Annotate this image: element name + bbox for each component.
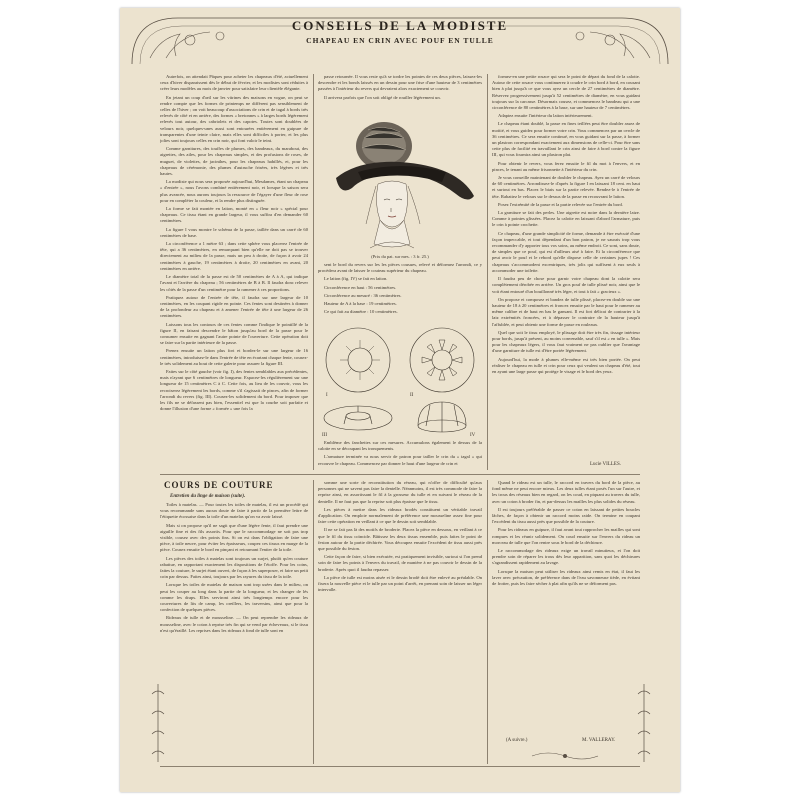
paragraph: Le raccommodage des rideaux exige un travail minutieux, et l'on doit prendre soin de réparer les trous dès leur apparition, sans quoi les déchirures s'agrandissent rapidement au lavage. xyxy=(492,548,640,566)
paragraph: Laissons tous les contours de ces fentes comme l'indique le pointillé de la figure II, en faisant descendre le bâton jusqu'au bord de la passe pour le consumer ensuite en gagnant l'autre pointe de l'ouverture. Cette opération doit se faire sur la partie intérieure de la passe. xyxy=(160,321,308,346)
couture-title: COURS DE COUTURE xyxy=(164,480,274,490)
paragraph: Ce qui fait au diamètre : 10 centimètres. xyxy=(324,309,398,315)
hat-caption: (Prix du pat. sur mes. : 3 fr. 25.) xyxy=(371,254,429,259)
corner-ornament-left xyxy=(150,684,166,764)
figure-label: II xyxy=(410,393,414,398)
paragraph: Adaptez ensuite l'intérieur du laiton intérieurement. xyxy=(498,113,593,119)
column-divider xyxy=(487,480,488,764)
paragraph: Il faudra peu de chose pour garnir votre chapeau dont la calotte sera complètement dérobée en arrière. Un gros pouf de tulle plissé noir, ainsi que le voit étant entouré d'un bouillonné très léger, et tout à fait « gracieux ». xyxy=(492,276,640,294)
bottom-rule xyxy=(160,766,640,767)
paragraph: Lorsque les toiles de matelas de maison sont trop usées dans le milieu, on peut les couper au long dans la partie de la longueur, et les changer de lés comme les draps. Elles serviront ainsi très longtemps encore pour les couvertures de lits de camp, les oreillers, les traversins, ainsi que pour la confection de quelques pièces. xyxy=(160,582,308,613)
column-divider xyxy=(313,74,314,470)
conseils-column-3 xyxy=(492,74,640,460)
paragraph: La forme se fait montée en laiton, monté en « fleur noir » spécial pour chapeaux. Ce tissu étant en grande largeur, il vous suffira d'en demander 60 centimètres. xyxy=(160,206,308,224)
paragraph: Lorsque la maison peut utiliser les rideaux ainsi remis en état, il faut les laver avec précaution, de préférence dans de l'eau savonneuse tiède, en évitant de frotter, puis les faire sécher à plat afin qu'ils ne se déforment pas. xyxy=(492,568,640,587)
paragraph: Je vous conseille maintenant de doubler le chapeau. Ayez un carré de velours de 60 centimètres. Arrondissez-le d'après la figure I en laissant 18 cent. en haut et surtout en bas. Placez le biais sur la partie relevée. Rendez-le à l'entrée de tête. Rabattez le velours sur le dessus de la passe en recouvrant le laiton. xyxy=(492,175,640,199)
paragraph: sent le bord du revers sur les les pièces cousues, relevé et déformez l'arrondi, ce y procèdera avant de laisser le couteau supérieur du chapeau. xyxy=(318,262,482,274)
paragraph: L'armature terminée va nous servir de patron pour tailler le crin du « tagal » qui recouvre le chapeau. Commencez par donner le haut d'une largeur de crin et xyxy=(318,454,482,466)
paragraph: Pour les rideaux en guipure, il faut avant tout rapprocher les mailles qui sont rompues et les réunir solidement. On coud ensuite sur l'envers du rideau un morceau de tulle que l'on rentre sous le bord de la déchirure. xyxy=(492,527,640,545)
conseils-column-2-bottom xyxy=(318,440,482,470)
pattern-figures xyxy=(318,326,482,440)
paragraph: La modiste qui nous sera proposée aujourd'hui, Mesdames, étant un chapeau « d'entrée », nous l'avons combiné entièrement noir, et lorsque la saison sera plus avancée, nous aurons toujours la ressource de l'égayer d'une fleur de rose pour en compléter la couleur, et la rendre plus distinguée. xyxy=(160,179,308,203)
couture-signature: M. VALLERAY. xyxy=(582,738,616,743)
paragraph: Les pièces des toiles à matelas sont toujours un surjet, plutôt qu'en couture rabattue, en rapportant exactement les dispositions de l'étoffe. Pour les coins, faites la couture, le surjet étant ouvert, de façon à les superposer, et faire un petit coin par dessus. Faites ainsi, toujours par les rayures du tissu de la toile. xyxy=(160,555,308,580)
paragraph: Comme garnitures, des touffes de plumes, des bandeaux, du marabout, des aigrettes, des ailes, pour les chapeaux simples, et des profusions de roses, de muguet, de violettes, de jacinthes, pour les chapeaux habillés, et, pour les chapeaux de cérémonie, des plumes d'autruche frisées, très légères et très hautes. xyxy=(160,146,308,177)
paragraph: Il est toujours préférable de passer ce coton en laissant de petites boucles lâches, de façon à obtenir un raccord moins raide. On termine en coupant l'excédent du tissu aussi près que possible de la couture. xyxy=(492,506,640,525)
paragraph: Le laiton (fig. IV) se fait en laiton. xyxy=(324,276,388,282)
paragraph: Il ne se fait pas là des motifs de broderie. Placez la pièce en dessous, en veillant à ce que le fil du tissu coïncide. Bâtissez les deux tissus ensemble, puis faites le point de feston autour de la partie déchirée. Vous découpez ensuite l'excédent de tissu aussi près que possible du feston. xyxy=(318,527,482,552)
figure-II-passe xyxy=(410,328,474,392)
paragraph: Toiles à matelas. — Pour toutes les toiles de matelas, il est un procédé qui vous recommande sans aucun doute de faire à partir de la première lettre de l'étiquette écossaise dans la toile d'un matelas qu'on va avoir laissé. xyxy=(160,502,308,520)
paragraph: somme une sorte de reconstitution du réseau, qui n'offre de difficulté qu'aux personnes qui ne savent pas faire la dentelle. Néanmoins, il est très commode de faire la reprise ainsi, en assortissant le fil à la grosseur du tulle et en suivant le réseau de la dentelle. Il ne faut pas que la reprise soit plus épaisse que le tissu. xyxy=(318,480,482,504)
figure-label: IV xyxy=(470,433,476,438)
section-divider xyxy=(160,474,640,475)
paragraph: formez-en une petite rosace qui sera le point de départ du fond de la calotte. Autour de cette rosace vous continuerez à coudre le crin bord à bord, en cousant bien à plat jusqu'à ce que vous ayez un cercle de 27 centimètres de diamètre. Réservez progressivement jusqu'à 52 centimètres de diamètre, en vous guidant toujours sur la carcasse. Désormais cousez, et commencez le bandeau qui a une circonférence de 80 centimètres à la base, sur une hauteur de 7 centimètres. xyxy=(492,74,640,111)
column-divider xyxy=(487,74,488,470)
conseils-column-1 xyxy=(160,74,308,470)
couture-suite: (A suivre.) xyxy=(506,738,528,743)
figure-I-passe xyxy=(326,328,390,392)
figure-III-armature xyxy=(324,406,392,430)
paragraph: Rideaux de tulle et de mousseline. — On peut reprendre les rideaux de mousseline, avec le coton à reprise très fin qui se vend par écheveaux, si le tissu n'est qu'éraillé. Les reprises dans les rideaux à fond de tulle sont en xyxy=(160,615,308,633)
paragraph: La circonférence a 1 mètre 63 ; dans cette sphère vous placerez l'entrée de tête, qui a 36 centimètres, en remarquant bien qu'elle ne doit pas se trouver directement au milieu de la passe, mais un peu à droite, de façon à avoir 24 centimètres à gauche, 19 centimètres à droite, 20 centimètres en avant, 20 centimètres en arrière. xyxy=(160,241,308,271)
paragraph: Faites sur le côté gauche (voir fig. I), des fentes semblables aux précédentes, mais n'ayant que 6 centimètres de longueur. Espacez-les régulièrement sur une longueur de 15 centimètres C à C. Cette fois, au lieu de les couvrir, vous les recroiserez légèrement les bords, comme s'il s'agissait de pinces, afin de former l'arrondi du revers (fig. III). Cousez-les solidement du bord. Pour imposer que les fils ne se défassent pas bien, l'essentiel est que la courbe soit parfaite et donne l'illusion d'une forme « formée » une fois la xyxy=(160,368,308,412)
paragraph: Circonférence au mesuré : 36 centimètres. xyxy=(324,292,402,298)
paragraph: La pièce de tulle est moins aisée et le dessin brodé doit être enlevé au préalable. On fixera la nouvelle pièce et le tulle par un point d'arrêt, en prenant soin de laisser un léger intervalle. xyxy=(318,574,482,593)
paragraph: La figure I vous montre le schéma de la passe, taillée dans un carré de 60 centimètres de base. xyxy=(160,226,308,238)
conseils-column-2-top xyxy=(318,74,482,108)
couture-column-1 xyxy=(160,502,308,764)
corner-ornament-right xyxy=(636,684,652,764)
paragraph: Le chapeau étant doublé, la passe en fines teillées peut être doubler assez de moitié, et vous guidez pour former votre crin. Vous commencez par un cercle de 36 centimètres. Ce sera ensuite continué, en vous guidant sur la passe, à former un plastron correspondant exactement aux dimensions de celle-ci. Pour être sans cette plus de facilité en travaillant le crin ainsi de faire à bord contre la figure III, qui vous fournira ainsi un plastron plat. xyxy=(492,121,640,158)
end-ornament xyxy=(530,750,600,762)
figure-label: III xyxy=(322,433,327,438)
couture-subtitle: Entretien du linge de maison (suite). xyxy=(170,494,246,499)
newspaper-page xyxy=(120,8,680,792)
column-divider xyxy=(313,480,314,764)
couture-column-3 xyxy=(492,480,640,736)
paragraph: Les pièces à mettre dans les rideaux brodés constituent un véritable travail d'application. On emploie normalement de préférence une mousseline assez fine pour faire cette opération en veillant à ce que le dessin soit semblable. xyxy=(318,506,482,525)
paragraph: Pour obtenir le revers, vous ferez ensuite le fil du mot à l'envers, et en pinces, le tenant au même frisonnette à l'intérieur du crin. xyxy=(492,160,640,172)
paragraph: Quand le rideau est un tulle, le raccord en travers du bord de la pièce, au fond même ne peut encore mieux. Les deux tulles étant posés l'un sur l'autre, et les trous des réseaux bien en regard, on les coud, en piquant au travers du tulle, avec un coton à broder fin, et par-dessus les mailles les plus solides du réseau. xyxy=(492,480,640,504)
paragraph: Prenez ensuite un laiton plus fort et bordez-le sur une largeur de 16 centimètres, introduisez-le dans l'entrée de tête en écartant chaque fente, cousez-le très solidement au bout de cette galerie pour assurer la figure III. xyxy=(160,348,308,366)
paragraph: Cette façon de faire, si bien exécutée, est pratiquement invisible, surtout si l'on prend soin de faire les points à l'envers du travail, de manière à ne pas couvrir le dessin de la broderie. Après quoi il faudra repasser. xyxy=(318,554,482,572)
paragraph: Autrefois, on attendait Pâques pour acheter les chapeaux d'été, actuellement ceux d'hiver disparaissent dès le début de février, et les modistes sont réduites à créer leurs modèles au mois de janvier pour satisfaire leur clientèle élégante. xyxy=(160,74,308,92)
page-title: CONSEILS DE LA MODISTE xyxy=(291,18,509,33)
paragraph: passe retournée. Il vous reste qu'à se tordre les pointes de ces deux pièces, laissez-les descendre et les bonds laissés en un dessin pour une frise d'une hauteur de 3 centimètres passées à l'intérieur du revers qui devraient alors exactement se couvrir. xyxy=(318,74,482,92)
paragraph: Il arrivera parfois que l'on soit obligé de rouiller légèrement un. xyxy=(324,94,441,100)
conseils-signature: Lucie VILLES. xyxy=(590,462,622,467)
page-subtitle: CHAPEAU EN CRIN AVEC POUF EN TULLE xyxy=(306,36,494,45)
hat-illustration xyxy=(318,108,482,254)
conseils-column-2-mid xyxy=(318,262,482,326)
paragraph: Ce chapeau, d'une grande simplicité de forme, demande à être exécuté d'une façon impeccable, et tout dépendant d'un bon patron, je ne saurais trop vous recommander d'y apporter tous vos soins, au même endroit. Ce sont, sans doute, de simples que ce pouf, qui est d'ailleurs aisé à faire. Et la circonférence que peut avoir le pouf et le rebord qu'elle dispose celle de certaines jupes ! Ces chapeaux s'accommodent excentriques, très jolis qui suffisent à eux seuls à accommoder une toilette. xyxy=(492,230,640,273)
paragraph: Circonférence en haut : 56 centimètres. xyxy=(324,284,397,290)
paragraph: Hauteur de A à la base : 19 centimètres. xyxy=(324,301,397,307)
paragraph: Emblème des fanchettes sur ces mesures. Accumulons également le dessus de la calotte en se découpant les tronquements. xyxy=(318,440,482,452)
paragraph: Pratiquez autour de l'entrée de tête, il faudra sur une largeur de 10 centimètres, en les coupant rigide en pointe. Ces fentes sont destinées à donner de la profondeur au chapeau et à amener l'entrée de tête à une largeur de 26 centimètres. xyxy=(160,294,308,319)
figure-IV-calotte xyxy=(418,402,466,432)
paragraph: On propose et composez et bandez de tulle plissé, placez-en double sur une hauteur de 18 à 20 centimètres et froncez ensuite par le haut pour le ramener au même calibre et de haut en bas le gansant. Il est fort délicat de contrarier à la laiz extrémités froncées, et à dépasser le contraire de la hauteur jusqu'à l'affublée, et peut obtenir une forme de passe en rouleaux. xyxy=(492,296,640,327)
paragraph: Le diamètre total de la passe est de 50 centimètres de A à A, qui indique l'avant et l'arrière du chapeau ; 56 centimètres de B à B. Il faudra donc relever les côtés de la passe d'un centimètre pour la ramener à ces proportions. xyxy=(160,274,308,292)
paragraph: Quel que soit le tissu employé, le plissage doit être très fin, tissage intérieur pour bords, jusqu'à présent, au moins convenable, sauf s'il est « en tulle ». Mais pour les chapeaux légers, il vous faut vraiment ne pas oublier que l'avantage d'une garniture de tulle est d'être portée légèrement. xyxy=(492,329,640,354)
paragraph: La garniture se fait des perles. Une aigrette est noire dans la dernière laize. Comme à pointes glissées. Placez la calotte en laissant d'abord l'armature, puis le crin à pointe crochette. xyxy=(492,210,640,228)
couture-column-2 xyxy=(318,480,482,764)
figure-label: I xyxy=(326,393,328,398)
paragraph: Posez l'extrémité de la passe et la partie relevée sur l'entrée du bord. xyxy=(498,201,623,207)
paragraph: Aujourd'hui, la mode à plumes elle-même est très bien portée. On peut réaliser le chapeau en tulle et crin pour ceux qui veulent un chapeau d'été, tout en ayant une large passe qui protège le visage et le bord des yeux. xyxy=(492,356,640,374)
paragraph: En jetant un coup d'œil sur les vitrines des maisons en vogue, on peut se rendre compte que les formes de printemps ne diffèrent pas sensiblement de celles de l'hiver ; on voit beaucoup d'associations de crin et de tagal à bords très relevés de côté et en arrière, des formes « bretonnes » à larges bords légèrement relevés tout autour, des cabriolets et des capotes. Toutes sont doublées de velours noir, quelques-unes aussi sont entourées entièrement en guipure de transparentes d'une teinte claire, mais elles sont difficiles à porter, et les plus jolies sont toujours celles en crin noir, qui font valoir le teint. xyxy=(160,94,308,144)
paragraph: Mais si on propose qu'il ne sagit que d'une légère fente, il faut prendre une aiguille fine et des fils assortis. Pour que le raccommodage ne soit pas trop visible, cousez avec des points fins. Si on est dans l'obligation de faire une pièce, à toile neuve, pour éviter les épaisseurs, coupez ces tissus en marge de la pièce. Cousez ensuite le bord en pinçant et retournant l'entier de la toile. xyxy=(160,522,308,553)
